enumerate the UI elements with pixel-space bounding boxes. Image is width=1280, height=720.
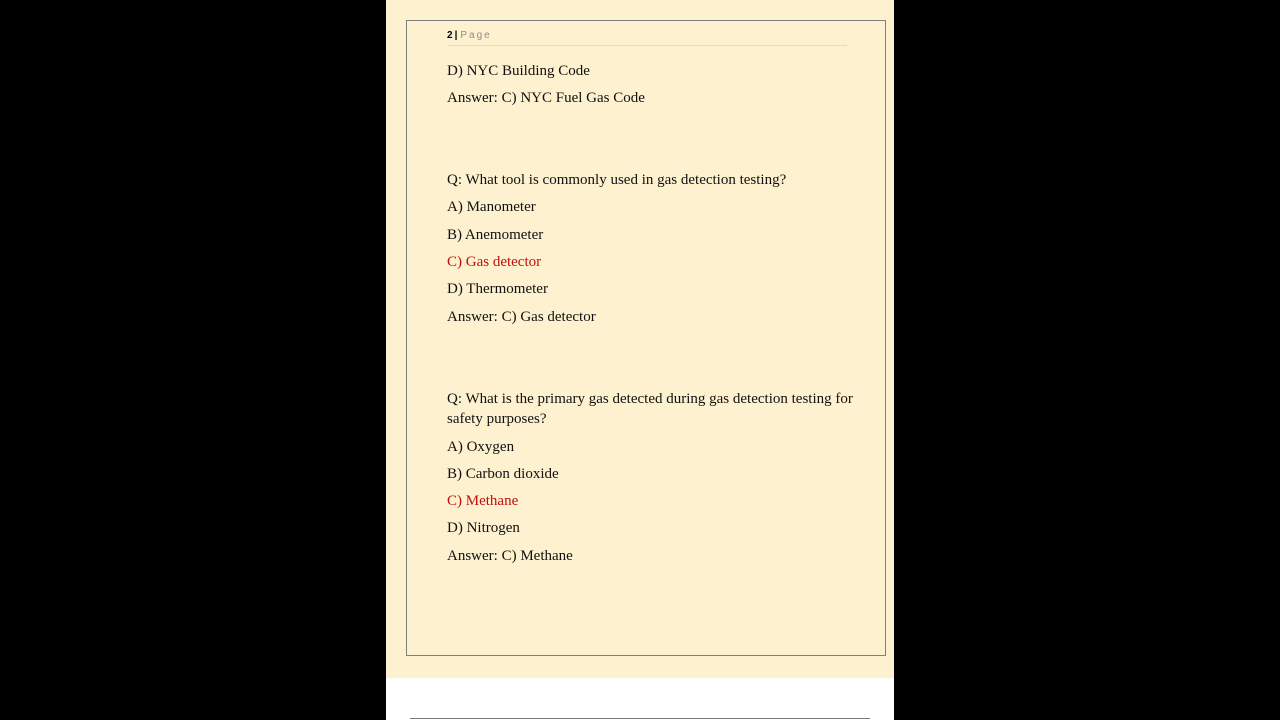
question-text: Q: What is the primary gas detected during gas detection testing for safety purposes? bbox=[447, 391, 853, 427]
correct-option-line: C) Gas detector bbox=[447, 254, 542, 270]
option-line: B) Anemometer bbox=[447, 227, 544, 243]
answer-line: Answer: C) Methane bbox=[447, 548, 573, 564]
answer-line: Answer: C) Gas detector bbox=[447, 309, 596, 325]
option-line: A) Manometer bbox=[447, 199, 536, 215]
next-page-edge bbox=[386, 678, 894, 720]
option-line: A) Oxygen bbox=[447, 439, 515, 455]
answer-line: Answer: C) NYC Fuel Gas Code bbox=[447, 90, 645, 106]
document-page bbox=[386, 0, 894, 678]
option-line: D) Thermometer bbox=[447, 281, 548, 297]
page-number: 2 bbox=[447, 30, 453, 41]
header-separator: | bbox=[454, 30, 458, 41]
page-header bbox=[447, 30, 847, 46]
page-label: Page bbox=[460, 30, 492, 41]
question-text: Q: What tool is commonly used in gas detection testing? bbox=[447, 172, 787, 188]
option-line: D) Nitrogen bbox=[447, 520, 520, 536]
correct-option-line: C) Methane bbox=[447, 493, 519, 509]
option-line: D) NYC Building Code bbox=[447, 63, 590, 79]
option-line: B) Carbon dioxide bbox=[447, 466, 559, 482]
next-page-rule bbox=[410, 718, 870, 719]
